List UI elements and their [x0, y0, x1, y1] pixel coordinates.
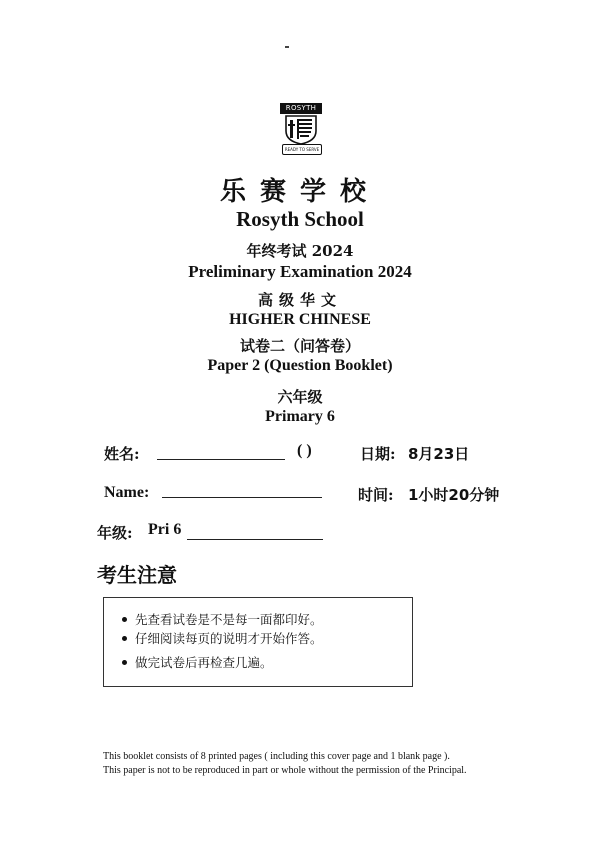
scan-speck — [285, 46, 289, 48]
date-value: 8月23日 — [408, 445, 470, 463]
crest-shield-icon — [285, 115, 317, 145]
notice-item: 仔细阅读每页的说明才开始作答。 — [122, 629, 323, 647]
subject-english: HIGHER CHINESE — [229, 311, 371, 328]
name-english-label: Name: — [104, 484, 150, 501]
name-chinese-label: 姓名: — [104, 445, 140, 463]
index-number-brackets: ( ) — [297, 442, 312, 459]
notice-item: 做完试卷后再检查几遍。 — [122, 653, 273, 671]
subject-chinese: 高级华文 — [257, 291, 342, 309]
level-chinese: 六年级 — [277, 388, 323, 406]
paper-title-english: Paper 2 (Question Booklet) — [207, 357, 393, 374]
date-label: 日期: — [360, 445, 396, 463]
notice-box — [103, 597, 413, 687]
level-english: Primary 6 — [265, 408, 335, 425]
time-value: 1小时20分钟 — [408, 486, 500, 504]
footer-page-count: This booklet consists of 8 printed pages ( including this cover page and 1 blank page ). — [103, 751, 450, 762]
crest-motto: READY TO SERVE — [282, 144, 322, 155]
name-english-field[interactable] — [162, 497, 322, 498]
notice-heading: 考生注意 — [97, 563, 177, 587]
class-value: Pri 6 — [148, 521, 182, 538]
school-name-english: Rosyth School — [236, 207, 364, 231]
name-chinese-field[interactable] — [157, 459, 285, 460]
notice-item: 先查看试卷是不是每一面都印好。 — [122, 610, 323, 628]
exam-title-chinese: 年终考试 2024 — [246, 242, 354, 260]
time-label: 时间: — [358, 486, 394, 504]
class-field[interactable] — [187, 539, 323, 540]
school-crest-logo — [280, 103, 322, 155]
class-label: 年级: — [97, 524, 133, 542]
bullet-icon — [122, 617, 127, 622]
school-name-chinese: 乐赛学校 — [219, 177, 380, 207]
paper-title-chinese: 试卷二（问答卷） — [239, 337, 360, 355]
bullet-icon — [122, 660, 127, 665]
bullet-icon — [122, 636, 127, 641]
exam-title-english: Preliminary Examination 2024 — [188, 262, 412, 281]
footer-copyright-notice: This paper is not to be reproduced in part or whole without the permission of the Principal. — [103, 765, 467, 776]
crest-banner: ROSYTH — [280, 103, 322, 114]
